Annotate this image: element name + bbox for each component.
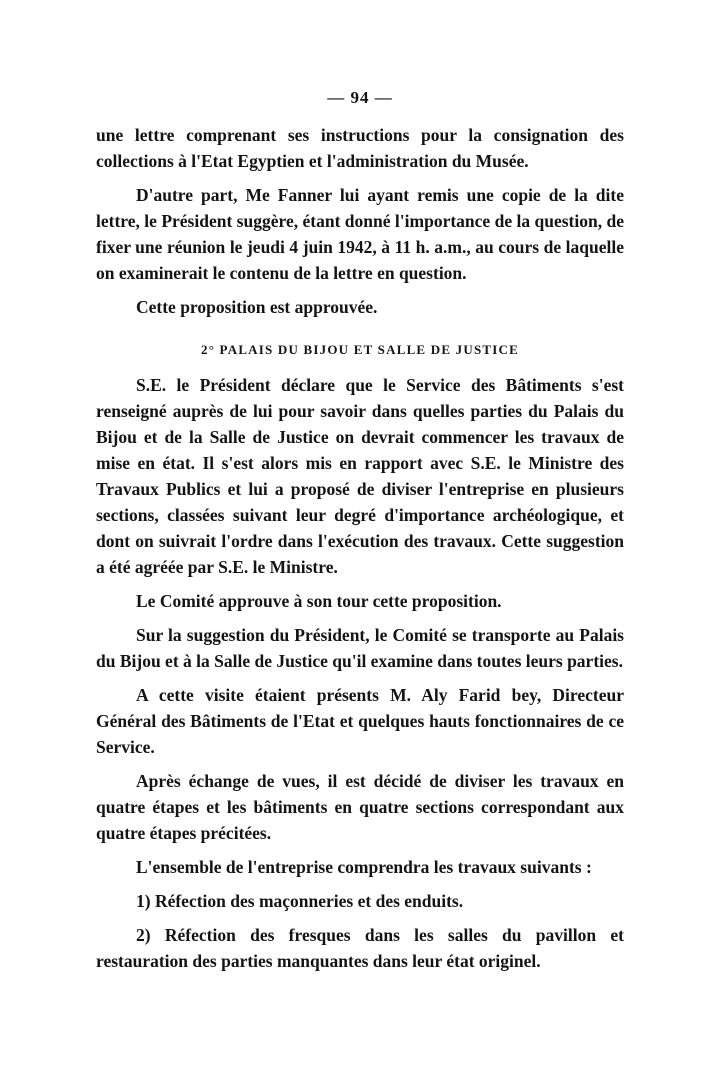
paragraph-works-intro: L'ensemble de l'entreprise comprendra les travaux suivants : bbox=[136, 857, 592, 877]
paragraph-continuation: une lettre comprenant ses instructions pour la consignation des collections à l'Etat Egyptien et l'administration du Musée. bbox=[96, 125, 624, 171]
page-number: — 94 — bbox=[327, 88, 393, 107]
paragraph-fanner-proposal: D'autre part, Me Fanner lui ayant remis une copie de la dite lettre, le Président suggère, étant donné l'importance de la question, de fixer une réunion le jeudi 4 juin 1942, à 11 h. a.m., au cours de laquelle on examinerait le contenu de la lettre en question. bbox=[96, 185, 624, 283]
paragraph-president-declaration: S.E. le Président déclare que le Service des Bâtiments s'est renseigné auprès de lui pour savoir dans quelles parties du Palais du Bijou et de la Salle de Justice on devrait commencer les travaux de mise en état. Il s'est alors mis en rapport avec S.E. le Ministre des Travaux Publics et lui a proposé de diviser l'entreprise en plusieurs sections, classées suivant leur degré d'importance archéologique, et dont on suivrait l'ordre dans l'exécution des travaux. Cette suggestion a été agréée par S.E. le Ministre. bbox=[96, 375, 624, 577]
list-item-2: 2) Réfection des fresques dans les salles du pavillon et restauration des parties manquantes dans leur état originel. bbox=[96, 925, 624, 971]
list-item-1: 1) Réfection des maçonneries et des enduits. bbox=[136, 891, 464, 911]
document-page bbox=[96, 88, 624, 982]
paragraph-decision: Après échange de vues, il est décidé de diviser les travaux en quatre étapes et les bâtiments en quatre sections correspondant aux quatre étapes précitées. bbox=[96, 771, 624, 843]
paragraph-approval: Cette proposition est approuvée. bbox=[136, 297, 378, 317]
paragraph-committee-approves: Le Comité approuve à son tour cette proposition. bbox=[136, 591, 502, 611]
paragraph-attendees: A cette visite étaient présents M. Aly Farid bey, Directeur Général des Bâtiments de l'Etat et quelques hauts fonctionnaires de ce Service. bbox=[96, 685, 624, 757]
section-heading: 2° PALAIS DU BIJOU ET SALLE DE JUSTICE bbox=[201, 342, 519, 357]
paragraph-committee-visit: Sur la suggestion du Président, le Comité se transporte au Palais du Bijou et à la Salle de Justice qu'il examine dans toutes leurs parties. bbox=[96, 625, 624, 671]
